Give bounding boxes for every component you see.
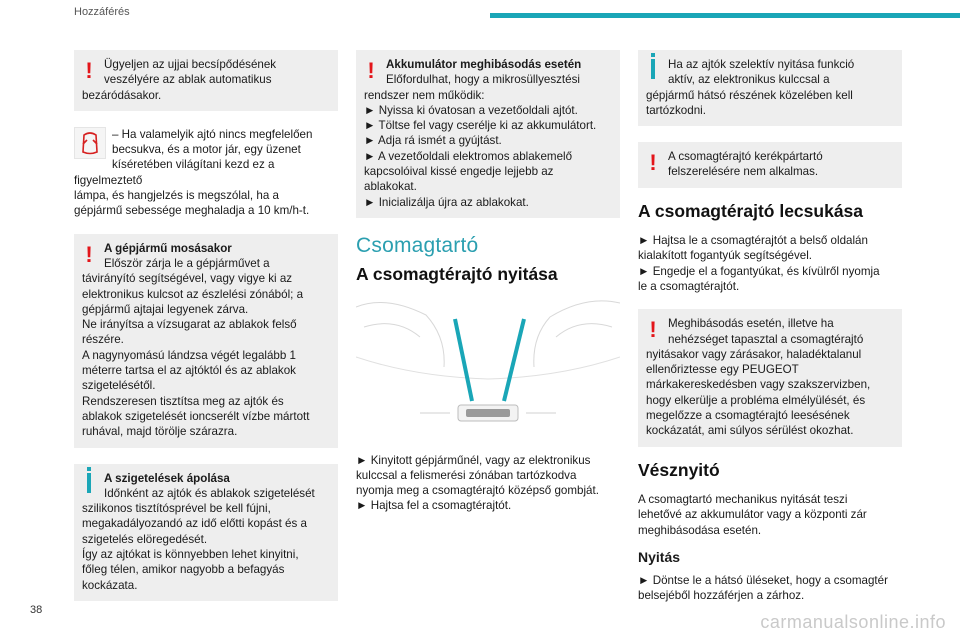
warning-box-washing (74, 234, 338, 448)
text-line: ► A vezetőoldali elektromos ablakemelő (364, 149, 573, 163)
text-line: Először zárja le a gépjárművet a (104, 256, 270, 270)
section-title: Csomagtartó (356, 233, 479, 257)
column-1 (74, 50, 338, 617)
text-line: elektronikus kulcsot az észlelési zónából; a (82, 287, 304, 301)
heading-tailgate-closing: A csomagtérajtó lecsukása (638, 200, 864, 221)
text-line: Ha az ajtók szelektív nyitása funkció (668, 58, 855, 71)
warning-box-pinch (74, 50, 338, 111)
warning-icon: ! (85, 241, 93, 267)
warning-icon: ! (367, 58, 375, 83)
door-open-warning-lamp-icon (74, 127, 106, 159)
step-line: nyomja meg a csomagtérajtó középső gombját. (356, 484, 599, 498)
warning-icon: ! (649, 150, 657, 176)
step-line: ► Engedje el a fogantyúkat, és kívülről nyomja (638, 264, 880, 278)
text-line: főleg télen, amikor nagyobb a befagyás (82, 563, 285, 577)
warning-icon: ! (85, 58, 93, 83)
text-line: részére. (82, 333, 124, 347)
box-title: Akkumulátor meghibásodás esetén (386, 58, 582, 71)
header-accent-bar (490, 13, 960, 18)
text-line: kapcsolóival kissé engedje lejjebb az (364, 165, 554, 179)
text-line: gépjármű hátsó részének közelében kell (646, 88, 853, 102)
watermark: carmanualsonline.info (760, 612, 946, 632)
text-line: rendszer nem működik: (364, 88, 485, 102)
text-line: kockázata. (82, 578, 138, 592)
text-line: hogy elkerülje a probléma elmélyülését, és (646, 393, 866, 407)
text-line: ► Adja rá ismét a gyújtást. (364, 134, 502, 148)
info-box-selective-opening (638, 50, 902, 126)
step-line: belsejéből hozzáférjen a zárhoz. (638, 589, 805, 603)
text-line: tartózkodni. (646, 103, 706, 117)
step-line: kialakított fogantyúk segítségével. (638, 249, 813, 263)
subheading-opening: Nyitás (638, 548, 681, 565)
text-line: szigetelésétől. (82, 379, 156, 393)
text-line: nyitásakor vagy zárásakor, haladéktalanul (646, 347, 862, 361)
text-line: meghibásodása esetén. (638, 523, 762, 537)
text-line: megakadályozandó az idő előtti kopást és a (82, 517, 307, 531)
text-line: ► Töltse fel vagy cserélje ki az akkumulátort. (364, 119, 597, 133)
closing-steps (638, 233, 902, 294)
step-line: le a csomagtérajtót. (638, 279, 740, 293)
info-box-seals (74, 464, 338, 601)
text-line: Meghibásodás esetén, illetve ha (668, 317, 834, 331)
text-line: Időnként az ajtók és ablakok szigetelését (104, 486, 315, 500)
text-line: lámpa, és hangjelzés is megszólal, ha a (74, 189, 279, 203)
text-line: becsukva, és a motor jár, egy üzenet (112, 143, 301, 157)
warning-box-battery (356, 50, 620, 218)
tailgate-button-illustration (356, 297, 620, 437)
text-line: A nagynyomású lándzsa végét legalább 1 (82, 348, 296, 362)
text-line: ablakokat. (364, 180, 417, 194)
heading-tailgate-opening: A csomagtérajtó nyitása (356, 264, 558, 285)
text-line: ruhával, majd törölje szárazra. (82, 425, 238, 439)
text-line: ► Nyissa ki óvatosan a vezetőoldali ajtót. (364, 103, 578, 117)
column-2 (356, 50, 620, 514)
text-line: Így az ajtókat is könnyebben lehet kinyitni, (82, 548, 299, 562)
step-line: kulccsal a felismerési zónában tartózkodva (356, 468, 577, 482)
text-line: kockázatát, ami súlyos sérülést okozhat. (646, 424, 854, 438)
text-line: bezáródásakor. (82, 88, 162, 102)
box-title: A gépjármű mosásakor (104, 241, 232, 255)
text-line: szilikonos tisztítósprével be kell fújni, (82, 502, 271, 516)
text-line: A csomagtérajtó kerékpártartó (668, 150, 823, 164)
text-line: méterre tartsa el az ajtóktól és az ablakok (82, 364, 296, 378)
text-line: távirányító segítségével, vagy vigye ki az (82, 272, 293, 286)
text-line: márkakereskedésben vagy szakszervizben, (646, 378, 871, 392)
text-line: Ügyeljen az ujjai becsípődésének (104, 58, 277, 71)
step-line: ► Hajtsa le a csomagtérajtót a belső oldalán (638, 234, 868, 248)
text-line: – Ha valamelyik ajtó nincs megfelelően (112, 127, 313, 141)
text-line: ablakok szigetelését ioncserélt vízbe mártott (82, 409, 310, 423)
door-warning-paragraph (74, 127, 338, 219)
heading-emergency-release: Vésznyitó (638, 459, 720, 480)
info-icon (82, 473, 96, 493)
box-title: A szigetelések ápolása (104, 471, 230, 485)
text-line: felszerelésére nem alkalmas. (668, 165, 819, 179)
text-line: lehetővé az akkumulátor vagy a központi zár (638, 508, 867, 522)
text-line: Rendszeresen tisztítsa meg az ajtók és (82, 394, 284, 408)
text-line: A csomagtartó mechanikus nyitását teszi (638, 492, 848, 506)
text-line: veszélyére az ablak automatikus (104, 73, 272, 87)
warning-box-bike-rack (638, 142, 902, 188)
text-line: kíséretében világítani kezd ez a figyelmeztető (74, 158, 275, 187)
step-line: ► Hajtsa fel a csomagtérajtót. (356, 499, 512, 513)
text-line: nehézséget tapasztal a csomagtérajtó (668, 332, 864, 346)
text-line: ► Inicializálja újra az ablakokat. (364, 195, 529, 209)
text-line: gépjármű sebessége meghaladja a 10 km/h-t. (74, 204, 310, 218)
step-line: ► Döntse le a hátsó üléseket, hogy a csomagtér (638, 574, 888, 588)
text-line: megelőzze a csomagtérajtó leesésének (646, 409, 850, 423)
text-line: Előfordulhat, hogy a mikrosüllyesztési (386, 73, 580, 87)
page-number: 38 (30, 604, 43, 616)
running-header: Hozzáférés (74, 6, 130, 18)
info-icon (646, 59, 660, 79)
text-line: gépjármű ajtajai legyenek zárva. (82, 302, 249, 316)
text-line: aktív, az elektronikus kulccsal a (668, 73, 830, 87)
column-3 (638, 50, 902, 604)
warning-box-malfunction (638, 309, 902, 446)
text-line: Ne irányítsa a vízsugarat az ablakok felső (82, 318, 297, 332)
step-line: ► Kinyitott gépjárműnél, vagy az elektronikus (356, 453, 591, 467)
text-line: szigetelés elöregedését. (82, 532, 208, 546)
warning-icon: ! (649, 317, 657, 343)
text-line: ellenőriztesse egy PEUGEOT (646, 363, 799, 377)
